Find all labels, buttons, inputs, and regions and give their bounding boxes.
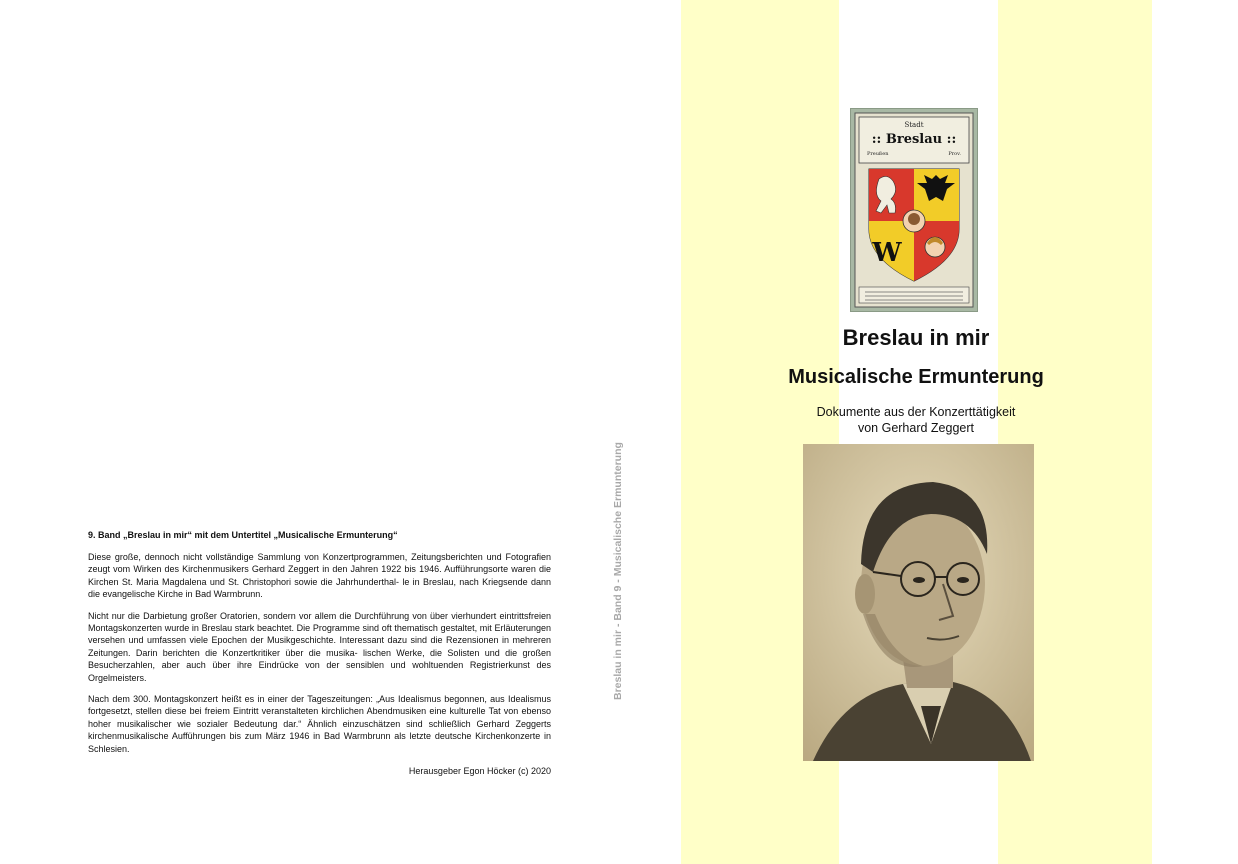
- back-cover-text: [88, 529, 551, 778]
- stamp-letter: W: [872, 238, 902, 268]
- portrait-image: [803, 444, 1034, 761]
- back-cover-paragraph-3: Nach dem 300. Montagskonzert heißt es in einer der Tageszeitungen: „Aus Idealismus begonnen, aus Idealismus fortgesetzt, stellen diese bei freiem Eintritt veranstalteten kirchlichen Abendmusiken eine kulturelle Tat von ebenso hoher musikalischer wie sozialer Bedeutung dar.“ Ähnlich einzuschätzen sind schließlich Gerhard Zeggerts kirchenmusikalische Aufführungen bis zum März 1946 in Bad Warmbrunn als letzte deutsche Kirchenkonzerte in Schlesien.: [88, 694, 551, 754]
- stamp-line1: Stadt: [904, 121, 924, 129]
- book-description: [680, 404, 1152, 436]
- portrait-drawing-icon: [803, 444, 1034, 761]
- spine-text: Breslau in mir - Band 9 - Musicalische Ermunterung: [612, 442, 624, 700]
- stamp-line3-right: Prov.: [948, 151, 961, 157]
- book-description-line-1: Dokumente aus der Konzerttätigkeit: [816, 405, 1016, 419]
- back-cover-paragraph-1: Diese große, dennoch nicht vollständige Sammlung von Konzertprogrammen, Zeitungsberichten und Fotografien zeugt vom Wirken des Kirchenmusikers Gerhard Zeggert in den Jahren 1922 bis 1946. Aufführungsorte waren die Kirchen St. Maria Magdalena und St. Christophori sowie die Jahrhunderthal- le in Breslau, nach Kriegsende dann die evangelische Kirche in Bad Warmbrunn.: [88, 552, 551, 600]
- book-subtitle: Musicalische Ermunterung: [788, 366, 1044, 388]
- book-title: Breslau in mir: [842, 325, 990, 350]
- back-cover-paragraph-2: Nicht nur die Darbietung großer Oratorien, sondern vor allem die Durchführung von über vierhundert eintrittsfreien Montagskonzerten wurde in Breslau stark beachtet. Die Programme sind oft thematisch gestaltet, mit Erläuterungen versehen und umfassen viele Epochen der Musikgeschichte. Interessant dazu sind die Rezensionen in mehreren Zeitungen. Darin berichten die Konzertkritiker über die musika- lischen Werke, die Solisten und die großen Besucherzahlen, aber auch über ihre Eindrücke von der sensiblen und wohltuenden Registrierkunst des Orgelmeisters.: [88, 610, 551, 683]
- coat-of-arms-icon: [851, 109, 977, 311]
- publisher-credit: Herausgeber Egon Höcker (c) 2020: [408, 766, 551, 777]
- stamp-line3-left: Preußen: [867, 151, 889, 157]
- stamp-line2: :: Breslau ::: [871, 132, 957, 147]
- book-description-line-2: von Gerhard Zeggert: [857, 421, 975, 435]
- breslau-stamp-image: [850, 108, 978, 312]
- back-cover-heading: 9. Band „Breslau in mir“ mit dem Untertitel „Musicalische Ermunterung“: [88, 530, 398, 540]
